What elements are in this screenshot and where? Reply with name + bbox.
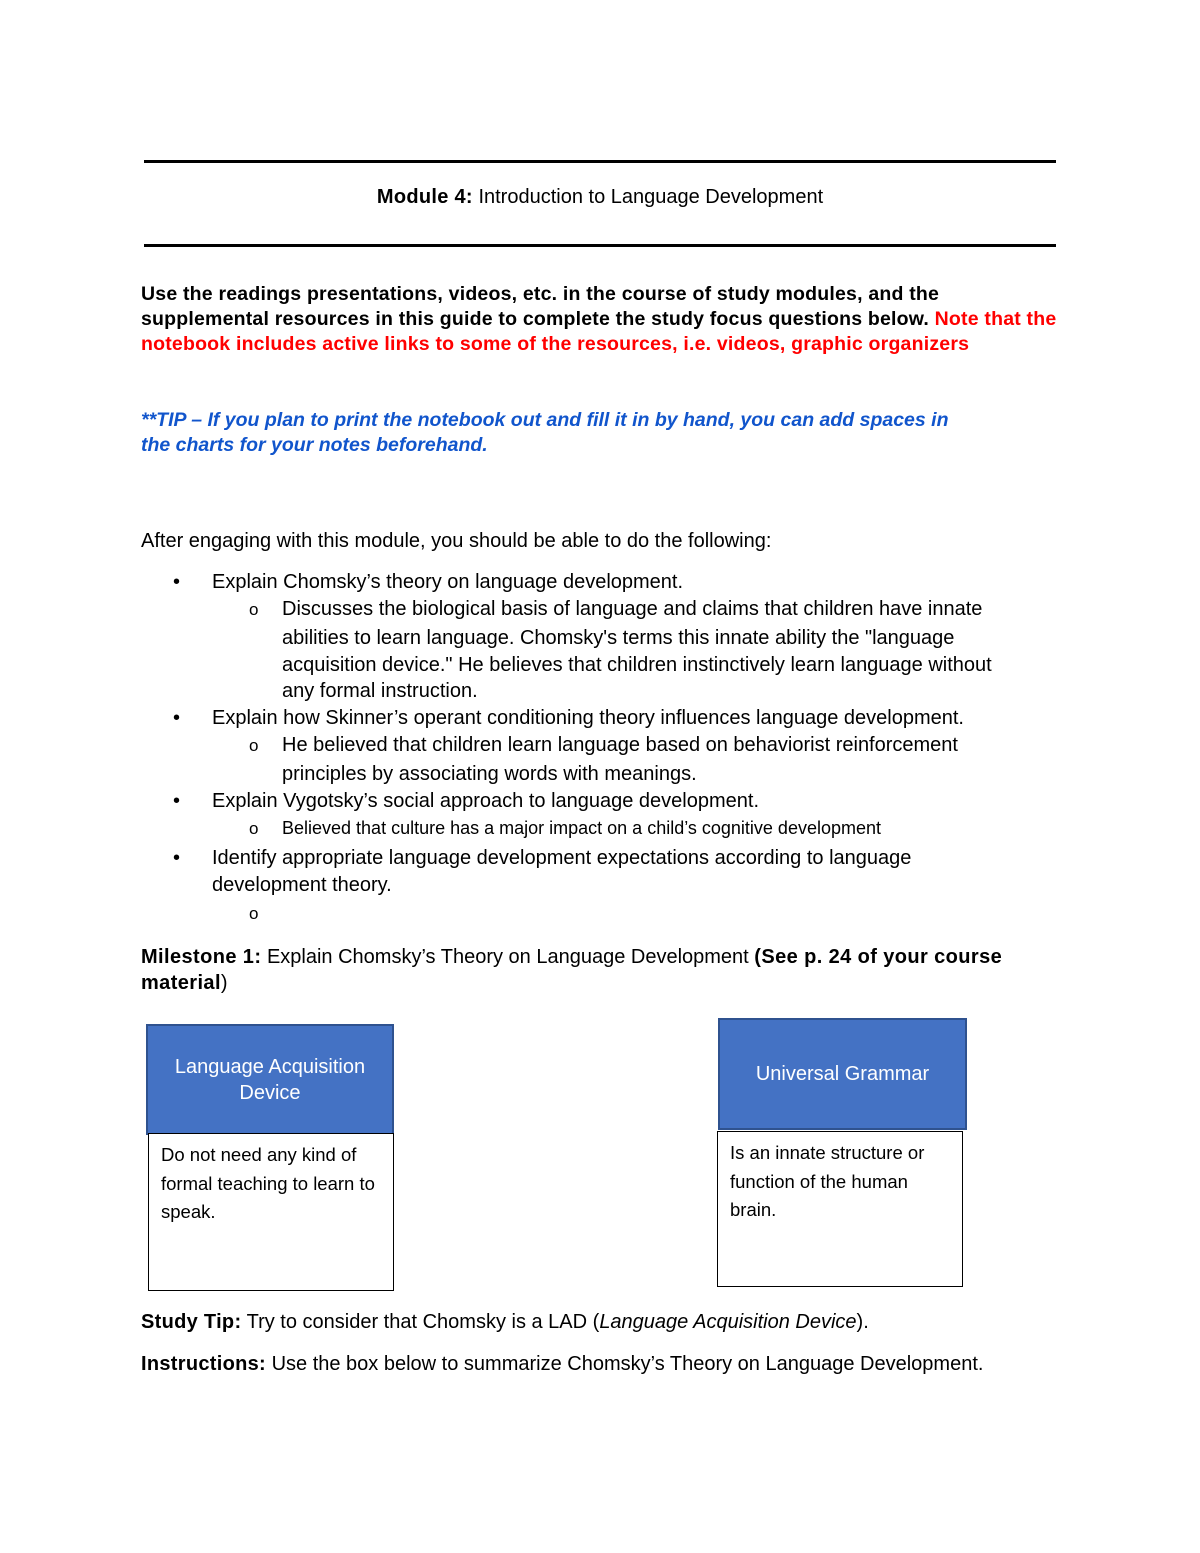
sub-bullet-icon: o bbox=[249, 904, 259, 923]
bullet-icon: • bbox=[173, 571, 181, 593]
tip-line-1: **TIP – If you plan to print the notebook out and fill it in by hand, you can add spaces in bbox=[141, 409, 949, 431]
study-tip-label: Study Tip: bbox=[141, 1311, 242, 1333]
sub-bullet-icon: o bbox=[249, 819, 259, 838]
objective-chomsky-detail-4: any formal instruction. bbox=[282, 680, 478, 702]
objective-chomsky-detail-2: abilities to learn language. Chomsky's terms this innate ability the "language bbox=[282, 627, 955, 649]
objective-skinner-detail-2: principles by associating words with meanings. bbox=[282, 763, 697, 785]
milestone-reference-close: ) bbox=[220, 972, 228, 994]
bullet-icon: • bbox=[173, 847, 181, 869]
bullet-icon: • bbox=[173, 707, 181, 729]
horizontal-rule-bottom bbox=[144, 244, 1056, 247]
objective-skinner-detail-1: He believed that children learn language based on behaviorist reinforcement bbox=[282, 734, 958, 756]
ug-body-box[interactable] bbox=[717, 1131, 963, 1287]
objective-chomsky-detail-3: acquisition device." He believes that children instinctively learn language without bbox=[282, 654, 992, 676]
study-tip bbox=[141, 1309, 869, 1335]
objective-skinner: Explain how Skinner’s operant conditioning theory influences language development. bbox=[212, 707, 964, 729]
milestone-text: Explain Chomsky’s Theory on Language Development bbox=[261, 946, 755, 968]
lad-body-box[interactable] bbox=[148, 1133, 394, 1291]
objective-expectations-line-1: Identify appropriate language development expectations according to language bbox=[212, 847, 912, 869]
study-tip-italic: Language Acquisition Device bbox=[599, 1311, 857, 1333]
instructions-text: Use the box below to summarize Chomsky’s Theory on Language Development. bbox=[266, 1353, 984, 1375]
instructions bbox=[141, 1351, 983, 1377]
milestone-reference: (See p. 24 of your course bbox=[754, 946, 1003, 968]
module-label: Module 4: bbox=[376, 186, 473, 208]
print-tip bbox=[141, 408, 1061, 458]
objective-vygotsky-detail: Believed that culture has a major impact on a child’s cognitive development bbox=[282, 818, 882, 838]
objectives-lead: After engaging with this module, you should be able to do the following: bbox=[141, 530, 772, 552]
bullet-icon: • bbox=[173, 790, 181, 812]
intro-black-text: Use the readings presentations, videos, etc. in the course of study modules, and the supplemental resources in this guide to complete the study focus questions below. bbox=[141, 283, 940, 330]
instructions-label: Instructions: bbox=[141, 1353, 267, 1375]
objective-expectations-line-2: development theory. bbox=[212, 874, 392, 896]
ug-header-text: Universal Grammar bbox=[755, 1063, 930, 1085]
study-tip-text-end: ). bbox=[856, 1311, 869, 1333]
horizontal-rule-top bbox=[144, 160, 1056, 163]
lad-body-text: Do not need any kind of formal teaching to learn to speak. bbox=[161, 1144, 375, 1222]
module-title-text: Introduction to Language Development bbox=[472, 186, 824, 208]
study-tip-text: Try to consider that Chomsky is a LAD ( bbox=[241, 1311, 600, 1333]
milestone-heading bbox=[141, 944, 1071, 996]
objective-vygotsky: Explain Vygotsky’s social approach to language development. bbox=[212, 790, 760, 812]
milestone-reference-end: material bbox=[141, 972, 221, 994]
lad-header-box bbox=[146, 1024, 394, 1135]
milestone-label: Milestone 1: bbox=[141, 946, 262, 968]
lad-header-text: Language Acquisition Device bbox=[174, 1055, 366, 1104]
module-title bbox=[0, 184, 1200, 210]
sub-bullet-icon: o bbox=[249, 600, 259, 619]
ug-body-text: Is an innate structure or function of the human brain. bbox=[730, 1142, 925, 1220]
objective-chomsky: Explain Chomsky’s theory on language development. bbox=[212, 571, 684, 593]
sub-bullet-icon: o bbox=[249, 736, 259, 755]
intro-red-note: Note that the notebook includes active links to some of the resources, i.e. videos, graphic organizers bbox=[141, 308, 1057, 355]
ug-header-box bbox=[718, 1018, 967, 1130]
tip-line-2: the charts for your notes beforehand. bbox=[141, 434, 488, 456]
intro-paragraph bbox=[141, 282, 1061, 357]
objective-chomsky-detail-1: Discusses the biological basis of language and claims that children have innate bbox=[282, 598, 983, 620]
